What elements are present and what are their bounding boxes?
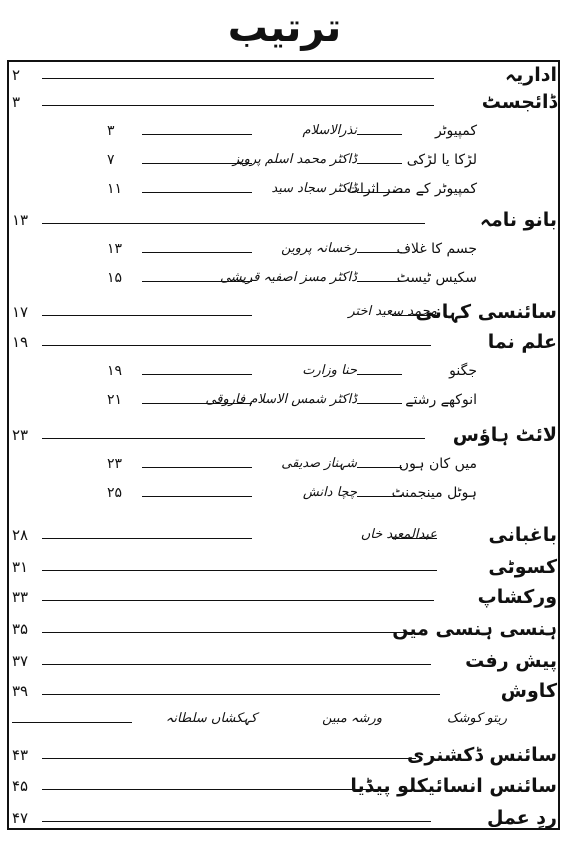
leader-line (357, 163, 402, 164)
toc-title: میں کان ہوں (398, 456, 477, 472)
leader-line (142, 134, 252, 135)
leader-line (142, 496, 252, 497)
page-title: ترتیب (227, 5, 342, 51)
leader-line (42, 789, 389, 790)
toc-page-number: ۱۹ (12, 333, 29, 351)
toc-author: نذرالاسلام (302, 123, 357, 138)
leader-line (42, 821, 431, 822)
leader-line (357, 192, 402, 193)
leader-line (357, 281, 402, 282)
toc-section-row[interactable] (12, 87, 557, 117)
toc-section-row[interactable] (12, 740, 557, 770)
toc-article-row[interactable] (12, 116, 557, 146)
toc-author: محمد سعید اختر (348, 304, 437, 319)
toc-page-number: ۱۷ (12, 303, 29, 321)
toc-title: ڈائجسٹ (481, 91, 557, 113)
toc-article-row[interactable] (12, 449, 557, 479)
toc-title: کاوش (500, 680, 557, 702)
toc-page-number: ۳۷ (12, 652, 29, 670)
toc-author: ڈاکٹر سجاد سید (271, 181, 357, 196)
toc-article-row[interactable] (12, 356, 557, 386)
toc-page-number: ۳۳ (12, 588, 29, 606)
toc-page-number: ۳۱ (12, 558, 29, 576)
toc-page-number: ۱۱ (107, 181, 123, 197)
toc-page-number: ۲ (12, 66, 21, 84)
leader-line (42, 758, 416, 759)
leader-line (42, 345, 431, 346)
toc-section-row[interactable] (12, 327, 557, 357)
toc-page-number: ۴۷ (12, 809, 29, 827)
toc-section-row[interactable] (12, 771, 557, 801)
toc-title: پیش رفت (465, 650, 557, 672)
toc-title: ہوٹل مینجمنٹ (391, 485, 477, 501)
toc-title: ہنسی ہنسی میں (392, 618, 557, 640)
toc-author: ڈاکٹر مسز اصفیہ قریشی (219, 270, 357, 285)
toc-section-row[interactable] (12, 614, 557, 644)
leader-line (142, 252, 252, 253)
toc-page-number: ۳۹ (12, 682, 29, 700)
toc-page-number: ۷ (107, 152, 115, 168)
toc-section-row[interactable] (12, 582, 557, 612)
toc-title: کمپیوٹر کے مضر اثرات (346, 181, 477, 197)
leader-line (142, 374, 252, 375)
toc-title: اداریہ (505, 64, 557, 86)
leader-line (357, 134, 402, 135)
toc-article-row[interactable] (12, 385, 557, 415)
toc-title: علم نما (487, 331, 557, 353)
toc-article-row[interactable] (12, 145, 557, 175)
leader-line (142, 192, 252, 193)
leader-line (357, 252, 402, 253)
toc-title: باغبانی (488, 524, 557, 546)
toc-title: جسم کا غلاف (396, 241, 477, 257)
toc-title: کمپیوٹر (434, 123, 477, 139)
cut-off-text (30, 838, 539, 849)
toc-author: چچا دانش (302, 485, 357, 500)
leader-line (142, 281, 252, 282)
toc-page-number: ۲۳ (107, 456, 123, 472)
leader-line (42, 694, 440, 695)
leader-line (42, 570, 437, 571)
toc-title: کسوٹی (488, 556, 557, 578)
toc-author: شہناز صدیقی (281, 456, 357, 471)
toc-title: انوکھے رشتے (405, 392, 477, 408)
toc-page-number: ۱۹ (107, 363, 123, 379)
toc-page-number: ۲۳ (12, 426, 29, 444)
toc-title: بانو نامہ (479, 209, 557, 231)
toc-page-number: ۲۵ (107, 485, 123, 501)
toc-author: حنا وزارت (302, 363, 357, 378)
toc-page-number: ۱۵ (107, 270, 123, 286)
toc-page-number: ۲۱ (107, 392, 123, 408)
leader-line (357, 374, 402, 375)
leader-line (142, 467, 252, 468)
toc-article-row[interactable] (12, 478, 557, 508)
toc-section-row[interactable] (12, 646, 557, 676)
toc-section-row[interactable] (12, 520, 557, 550)
leader-line (42, 600, 434, 601)
toc-page-number: ۱۳ (12, 211, 29, 229)
toc-author: ڈاکٹر محمد اسلم پرویز (232, 152, 357, 167)
leader-line (42, 315, 252, 316)
toc-title: سائنسی کہانی (415, 301, 557, 323)
leader-line (357, 467, 402, 468)
leader-line (42, 632, 413, 633)
toc-page-number: ۳۵ (12, 620, 29, 638)
leader-line (42, 105, 434, 106)
toc-title: سائنس انسائیکلو پیڈیا (350, 775, 557, 797)
contributor-name: کہکشاں سلطانہ (165, 711, 257, 726)
toc-author: عبدالمعید خاں (360, 527, 437, 542)
toc-article-row[interactable] (12, 174, 557, 204)
toc-section-row[interactable] (12, 420, 557, 450)
contributor-name: ریتو کوشک (446, 711, 507, 726)
leader-line (357, 496, 402, 497)
toc-page-number: ۴۵ (12, 777, 29, 795)
toc-title: لائٹ ہاؤس (452, 424, 557, 446)
toc-title: جگنو (449, 363, 477, 379)
toc-page-number: ۴۳ (12, 746, 29, 764)
toc-author: رخسانہ پروین (281, 241, 357, 256)
leader-line (42, 664, 431, 665)
leader-line (42, 78, 434, 79)
toc-page-number: ۳ (12, 93, 21, 111)
leader-line (392, 315, 437, 316)
toc-title: سائنس ڈکشنری (406, 744, 557, 766)
leader-line (42, 438, 425, 439)
leader-line (12, 722, 132, 723)
toc-title: لڑکا یا لڑکی (406, 152, 477, 168)
toc-title: ردِ عمل (487, 807, 557, 829)
toc-section-row[interactable] (12, 803, 557, 833)
toc-title: سکیس ٹیسٹ (396, 270, 477, 286)
toc-section-row[interactable] (12, 552, 557, 582)
toc-section-row[interactable] (12, 60, 557, 90)
leader-line (142, 403, 252, 404)
leader-line (42, 223, 425, 224)
toc-article-row[interactable] (12, 234, 557, 264)
contributor-name: ورشہ مبین (322, 711, 382, 726)
toc-title: ورکشاپ (477, 586, 557, 608)
toc-page-number: ۱۳ (107, 241, 123, 257)
toc-page-number: ۳ (107, 123, 115, 139)
toc-author: ڈاکٹر شمس الاسلام فاروقی (205, 392, 357, 407)
leader-line (142, 163, 252, 164)
toc-page-number: ۲۸ (12, 526, 29, 544)
toc-section-row[interactable] (12, 297, 557, 327)
leader-line (392, 538, 437, 539)
kavish-contributors (12, 706, 557, 732)
leader-line (357, 403, 402, 404)
toc-article-row[interactable] (12, 263, 557, 293)
toc-section-row[interactable] (12, 676, 557, 706)
leader-line (42, 538, 252, 539)
toc-section-row[interactable] (12, 205, 557, 235)
